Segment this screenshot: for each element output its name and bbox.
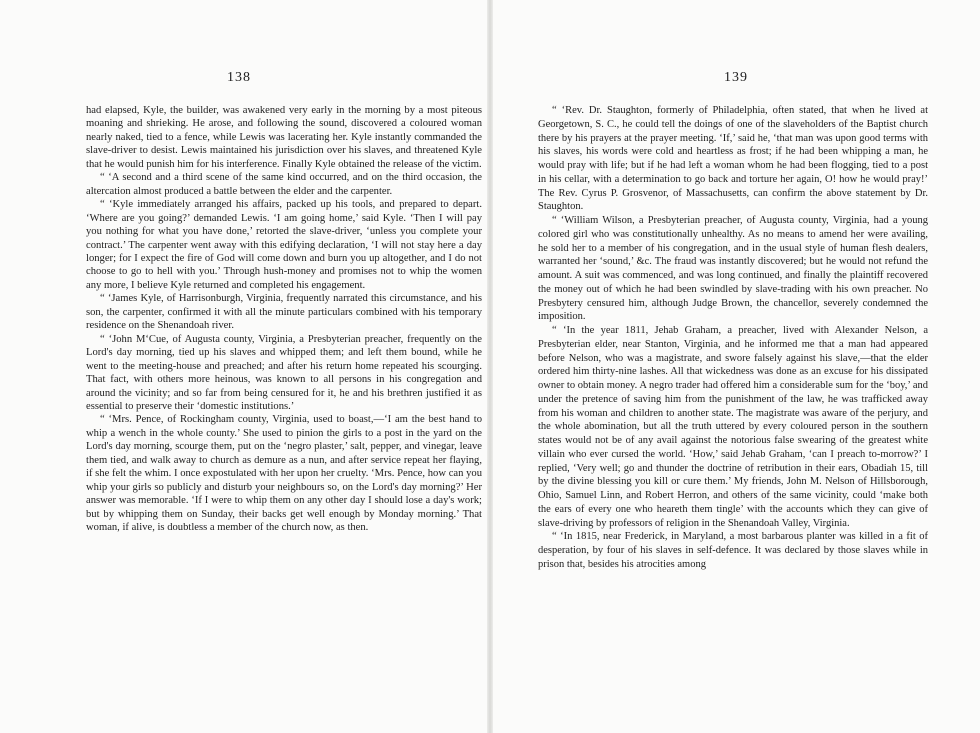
left-paragraph-1: had elapsed, Kyle, the builder, was awakened very early in the morning by a most piteous moaning and shrieking. He arose, and following the sound, discovered a coloured woman nearly naked, tied to a fence, while Lewis was lacerating her. Kyle instantly commanded the slave-driver to desist. Lewis maintained his jurisdiction over his slaves, and threatened Kyle that he would punish him for his interference. Finally Kyle obtained the release of the victim.: [86, 105, 482, 170]
right-page-number: 139: [724, 70, 748, 85]
left-page-number: 138: [227, 70, 251, 85]
right-paragraph-4: “ ‘In 1815, near Frederick, in Maryland, a most barbarous planter was killed in a fit of desperation, by four of his slaves in self-defence. It was declared by those slaves while in prison that, besides his atrocities among: [538, 531, 928, 570]
left-paragraph-4: “ ‘James Kyle, of Harrisonburgh, Virginia, frequently narrated this circumstance, and his son, the carpenter, confirmed it with all the minute particulars combined with his temporary residence on the Shenandoah river.: [86, 293, 482, 332]
left-paragraph-2: “ ‘A second and a third scene of the same kind occurred, and on the third occasion, the altercation almost produced a battle between the elder and the carpenter.: [86, 172, 482, 197]
right-paragraph-3: “ ‘In the year 1811, Jehab Graham, a preacher, lived with Alexander Nelson, a Presbyterian elder, near Stanton, Virginia, and he informed me that a man had appeared before Nelson, who was a magistrate, and swore falsely against his slave,—that the elder ordered him thirty-nine lashes. All that wickedness was done as an excuse for his dissipated owner to obtain money. A negro trader had offered him a considerable sum for the ‘boy,’ and under the pretence of saving him from the punishment of the law, he was trafficked away from his woman and children to another state. The magistrate was aware of the perjury, and the whole abomination, but all the truth uttered by every coloured person in the southern states would not be of any avail against the notorious false swearing of the greatest white villain who ever cursed the world. ‘How,’ said Jehab Graham, ‘can I preach to-morrow?’ I replied, ‘Very well; go and thunder the doctrine of retribution in their ears, Obadiah 15, till by the divine blessing you kill or cure them.’ My friends, John M. Nelson of Hillsborough, Ohio, Samuel Linn, and Robert Herron, and others of the same vicinity, could ‘make both the ears of every one who heareth them tingle’ with the accounts which they can give of slave-driving by professors of religion in the Shenandoah Valley, Virginia.: [538, 325, 928, 529]
right-paragraph-1: “ ‘Rev. Dr. Staughton, formerly of Philadelphia, often stated, that when he lived at Georgetown, S. C., he could tell the doings of one of the slaveholders of the Baptist church there by his prayers at the prayer meeting. ‘If,’ said he, ‘that man was upon good terms with his slaves, his words were cold and heartless as frost; if he had been whipping a man, he would pray with life; but if he had left a woman whom he had been flogging, tied to a post in his cellar, with a determination to go back and torture her again, O! how he would pray!’ The Rev. Cyrus P. Grosvenor, of Massachusetts, can confirm the above statement by Dr. Staughton.: [538, 105, 928, 213]
left-paragraph-5: “ ‘John M‘Cue, of Augusta county, Virginia, a Presbyterian preacher, frequently on the Lord's day morning, tied up his slaves and whipped them; and left them bound, while he went to the meeting-house and preached; and after his return home repeated his scourging. That fact, with others more heinous, was known to all persons in his congregation and around the vicinity; and so far from being censured for it, he and his brethren justified it as essential to preserve their ‘domestic institutions.’: [86, 333, 482, 412]
left-paragraph-6: “ ‘Mrs. Pence, of Rockingham county, Virginia, used to boast,—‘I am the best hand to whip a wench in the whole county.’ She used to pinion the girls to a post in the yard on the Lord's day morning, scourge them, put on the ‘negro plaster,’ salt, pepper, and vinegar, leave them tied, and walk away to church as demure as a nun, and after service repeat her flaying, if she felt the whim. I once expostulated with her upon her cruelty. ‘Mrs. Pence, how can you whip your girls so publicly and disturb your neighbours so, on the Lord's day morning?’ Her answer was memorable. ‘If I were to whip them on any other day I should lose a day's work; but by whipping them on Sunday, their backs get well enough by Monday morning.’ That woman, if alive, is doubtless a member of the church now, as then.: [86, 414, 482, 534]
right-page: [490, 0, 980, 733]
left-paragraph-3: “ ‘Kyle immediately arranged his affairs, packed up his tools, and prepared to depart. ‘Where are you going?’ demanded Lewis. ‘I am going home,’ said Kyle. ‘Then I will pay you nothing for what you have done,’ retorted the slave-driver, ‘unless you complete your contract.’ The carpenter went away with this edifying declaration, ‘I will not stay here a day longer; for I expect the fire of God will come down and burn you up altogether, and I do not choose to go to hell with you.’ Through hush-money and promises not to whip the women any more, I believe Kyle returned and completed his engagement.: [86, 199, 482, 291]
right-paragraph-2: “ ‘William Wilson, a Presbyterian preacher, of Augusta county, Virginia, had a young colored girl who was constitutionally unhealthy. As no means to amend her were availing, he sold her to a member of his congregation, and in the usual style of human flesh dealers, warranted her ‘sound,’ &c. The fraud was instantly discovered; but he would not refund the amount. A suit was commenced, and was long continued, and finally the plaintiff recovered the money out of which he had been swindled by slave-trading with his own preacher. No Presbytery censured him, although Judge Brown, the chancellor, severely condemned the imposition.: [538, 215, 928, 323]
